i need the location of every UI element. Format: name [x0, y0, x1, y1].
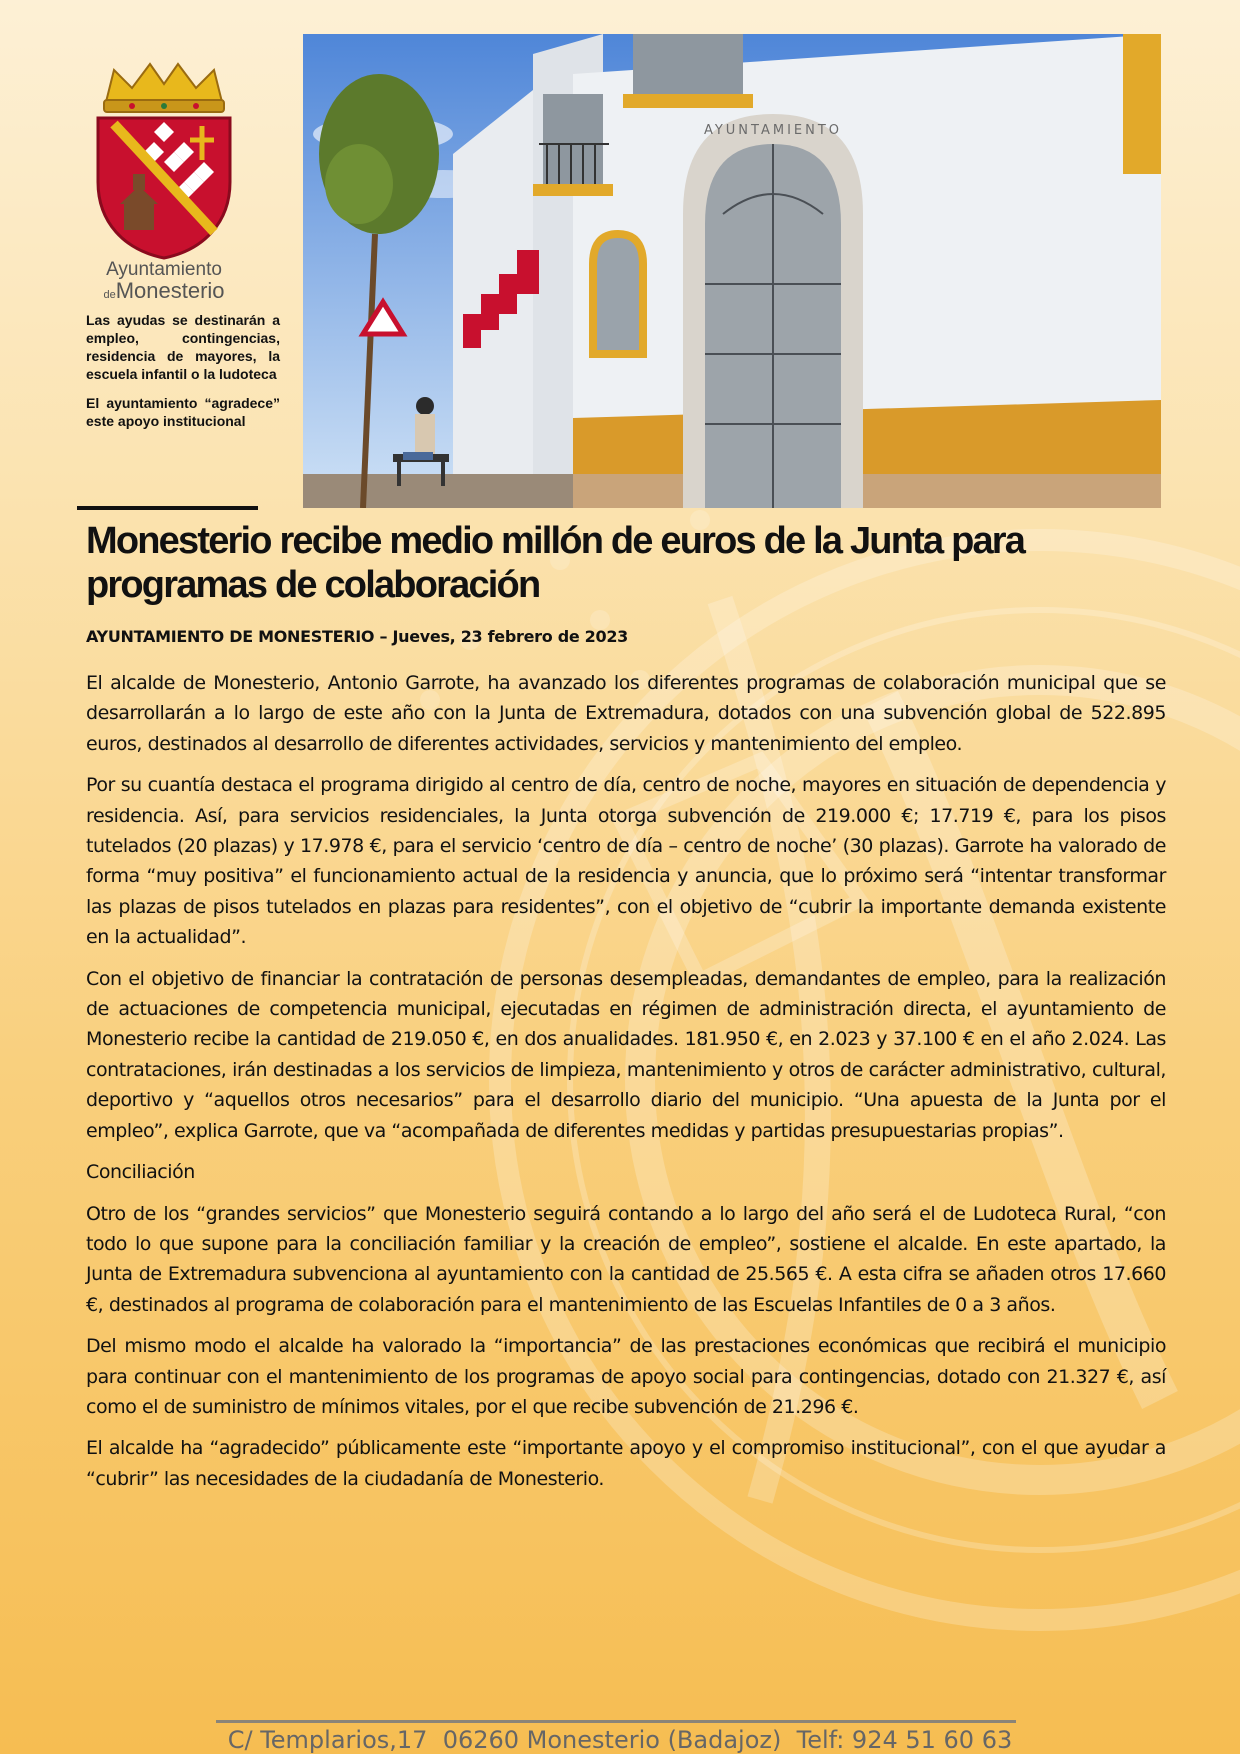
article-paragraph: Por su cuantía destaca el programa dirigido al centro de día, centro de noche, mayores en situación de dependencia y residencia. Así, para servicios residenciales, la Junta otorga subvención de 219.000 €; 17.719 €, para los pisos tutelados (20 plazas) y 17.978 €, para el servicio ‘centro de día – centro de noche’ (30 plazas). Garrote ha valorado de forma “muy positiva” el funcionamiento actual de la residencia y anuncia, que lo próximo será “intentar transformar las plazas de pisos tutelados en plazas para residentes”, con el objetivo de “cubrir la importante demanda existente en la actualidad”.: [86, 774, 1166, 949]
logo-wordmark: [84, 260, 244, 302]
sidebar-highlights: [86, 312, 280, 441]
article-paragraph: El alcalde ha “agradecido” públicamente este “importante apoyo y el compromiso institucional”, con el que ayudar a “cubrir” las necesidades de la ciudadanía de Monesterio.: [86, 1437, 1166, 1490]
article-headline: Monesterio recibe medio millón de euros de la Junta para programas de colaboración: [86, 520, 1025, 606]
footer-divider: [216, 1720, 1016, 1723]
highlight-1: Las ayudas se destinarán a empleo, contingencias, residencia de mayores, la escuela infantil o la ludoteca: [86, 312, 280, 382]
logo-name-line2: Monesterio: [115, 278, 225, 303]
article-paragraph: Otro de los “grandes servicios” que Monesterio seguirá contando a lo largo del año será el de Ludoteca Rural, “con todo lo que supone para la conciliación familiar y la creación de empleo”, sostiene el alcalde. En este apartado, la Junta de Extremadura subvenciona al ayuntamiento con la cantidad de 25.565 €. A esta cifra se añaden otros 17.660 €, destinados al programa de colaboración para el mantenimiento de las Escuelas Infantiles de 0 a 3 años.: [86, 1202, 1166, 1316]
article-paragraph: Con el objetivo de financiar la contratación de personas desempleadas, demandantes de empleo, para la realización de actuaciones de competencia municipal, ejecutadas en régimen de administración directa, el ayuntamiento de Monesterio recibe la cantidad de 219.050 €, en dos anualidades. 181.950 €, en 2.023 y 37.100 € en el año 2.024. Las contrataciones, irán destinadas a los servicios de limpieza, mantenimiento y otros de carácter administrativo, cultural, deportivo y “aquellos otros necesarios” para el desarrollo diario del municipio. “Una apuesta de la Junta por el empleo”, explica Garrote, que va “acompañada de diferentes medidas y partidas presupuestarias propias”.: [86, 967, 1166, 1142]
article-body: [86, 668, 1166, 1505]
sidebar-divider: [77, 506, 258, 510]
logo-name-line1: Ayuntamiento: [106, 259, 222, 280]
article-paragraph: Del mismo modo el alcalde ha valorado la “importancia” de las prestaciones económicas que recibirá el municipio para continuar con el mantenimiento de los programas de apoyo social para contingencias, dotado con 21.327 €, así como el de suministro de mínimos vitales, por el que recibe subvención de 21.296 €.: [86, 1335, 1166, 1418]
article-byline: AYUNTAMIENTO DE MONESTERIO – Jueves, 23 febrero de 2023: [86, 627, 629, 646]
highlight-2: El ayuntamiento “agradece” este apoyo institucional: [86, 394, 280, 429]
ayuntamiento-crest-logo: [84, 62, 244, 262]
article-paragraph: El alcalde de Monesterio, Antonio Garrote, ha avanzado los diferentes programas de colaboración municipal que se desarrollarán a lo largo de este año con la Junta de Extremadura, dotados con una subvención global de 522.895 euros, destinados al desarrollo de diferentes actividades, servicios y mantenimiento del empleo.: [86, 672, 1166, 755]
logo-name-prefix: de: [103, 289, 116, 301]
article-subheading: Conciliación: [86, 1161, 195, 1184]
town-hall-photo: [303, 34, 1161, 508]
footer-address: C/ Templarios,17 06260 Monesterio (Badajoz) Telf: 924 51 60 63: [227, 1726, 1013, 1754]
building-sign: AYUNTAMIENTO: [703, 123, 843, 138]
